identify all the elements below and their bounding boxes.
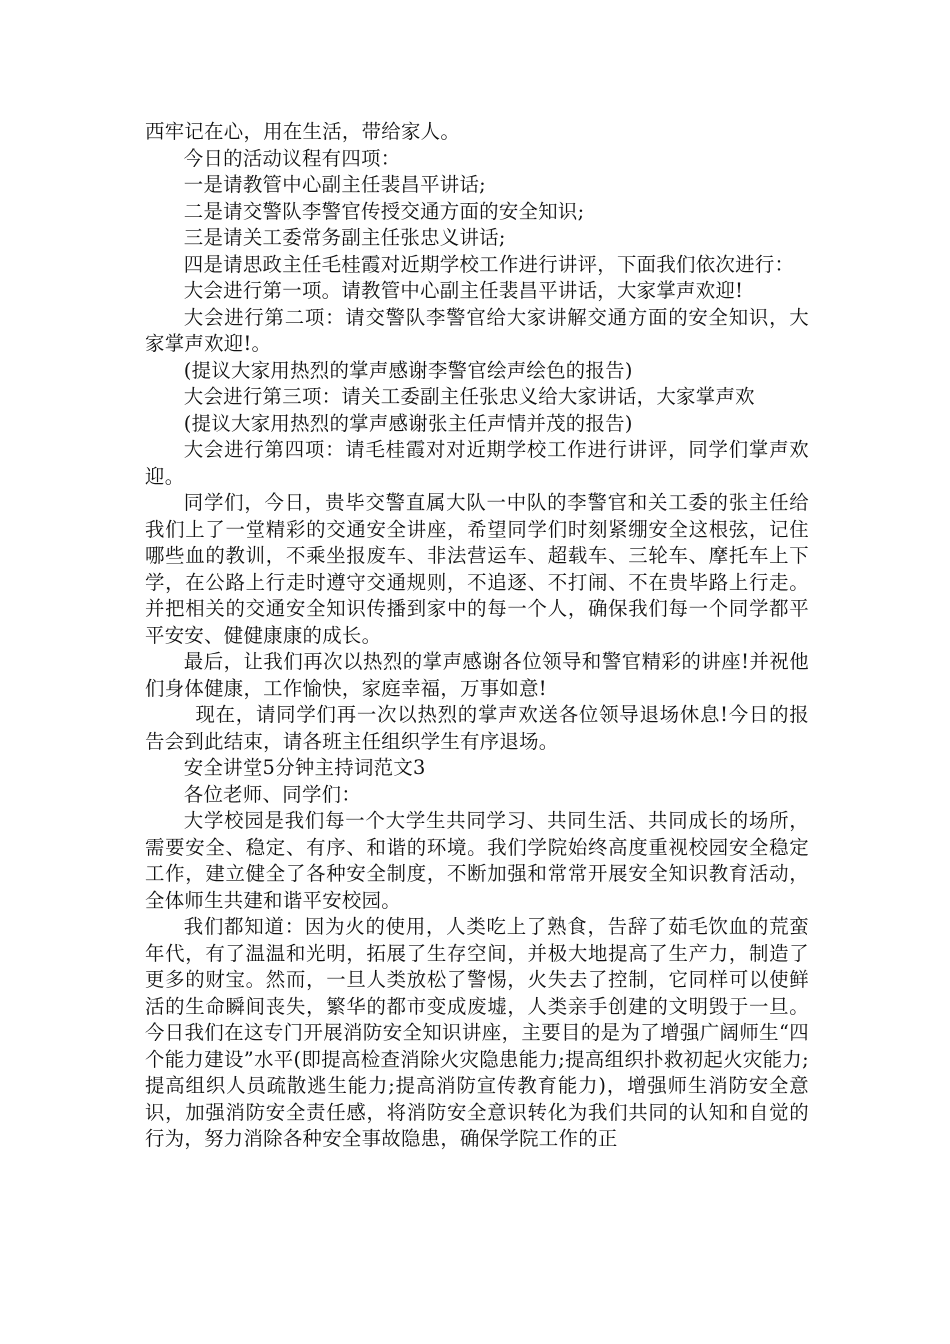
- session-item-1: 大会进行第一项。请教管中心副主任裴昌平讲话，大家掌声欢迎!: [183, 279, 744, 302]
- section-title: 安全讲堂5分钟主持词范文3: [183, 756, 426, 779]
- agenda-item-3: 三是请关工委常务副主任张忠义讲话;: [183, 226, 506, 249]
- summary-paragraph: 同学们，今日，贵毕交警直属大队一中队的李警官和关工委的张主任给我们上了一堂精彩的交通安全讲座，希望同学们时刻紧绷安全这根弦，记住哪些血的教训，不乘坐报废车、非法营运车、超载车、三轮车、摩托车上下学，在公路上行走时遵守交通规则，不追逐、不打闹、不在贵毕路上行走。并把相关的交通安全知识传播到家中的每一个人，确保我们每一个同学都平平安安、健健康康的成长。: [145, 491, 809, 647]
- applause-note-1: (提议大家用热烈的掌声感谢李警官绘声绘色的报告): [183, 358, 633, 382]
- document-page: [145, 119, 809, 1153]
- agenda-intro: 今日的活动议程有四项：: [183, 146, 401, 170]
- closing-dismissal: 现在，请同学们再一次以热烈的掌声欢送各位领导退场休息!今日的报告会到此结束，请各班主任组织学生有序退场。: [145, 703, 809, 753]
- campus-paragraph: 大学校园是我们每一个大学生共同学习、共同生活、共同成长的场所，需要安全、稳定、有序、和谐的环境。我们学院始终高度重视校园安全稳定工作，建立健全了各种安全制度，不断加强和常常开展安全知识教育活动，全体师生共建和谐平安校园。: [145, 809, 809, 912]
- salutation: 各位老师、同学们：: [183, 782, 362, 806]
- applause-note-2: (提议大家用热烈的掌声感谢张主任声情并茂的报告): [183, 411, 633, 435]
- agenda-item-4: 四是请思政主任毛桂霞对近期学校工作进行讲评，下面我们依次进行：: [183, 252, 795, 276]
- paragraph-0: 西牢记在心，用在生活，带给家人。: [145, 120, 461, 143]
- fire-safety-paragraph: 我们都知道：因为火的使用，人类吃上了熟食，告辞了茹毛饮血的荒蛮年代，有了温温和光明，拓展了生存空间，并极大地提高了生产力，制造了更多的财宝。然而，一旦人类放松了警惕，火失去了控制，它同样可以使鲜活的生命瞬间丧失，繁华的都市变成废墟，人类亲手创建的文明毁于一旦。今日我们在这专门开展消防安全知识讲座，主要目的是为了增强广阔师生“四个能力建设”水平(即提高检查消除火灾隐患能力;提高组织扑救初起火灾能力;提高组织人员疏散逃生能力;提高消防宣传教育能力)，增强师生消防安全意识，加强消防安全责任感，将消防安全意识转化为我们共同的认知和自觉的行为，努力消除各种安全事故隐患，确保学院工作的正: [145, 915, 809, 1150]
- session-item-2: 大会进行第二项：请交警队李警官给大家讲解交通方面的安全知识，大家掌声欢迎!。: [145, 305, 809, 355]
- session-item-3: 大会进行第三项：请关工委副主任张忠义给大家讲话，大家掌声欢: [183, 385, 755, 408]
- closing-thanks: 最后，让我们再次以热烈的掌声感谢各位领导和警官精彩的讲座!并祝他们身体健康，工作愉快，家庭幸福，万事如意!: [145, 650, 809, 700]
- agenda-item-1: 一是请教管中心副主任裴昌平讲话;: [183, 173, 486, 196]
- session-item-4: 大会进行第四项：请毛桂霞对对近期学校工作进行讲评，同学们掌声欢迎。: [145, 438, 809, 488]
- agenda-item-2: 二是请交警队李警官传授交通方面的安全知识;: [183, 199, 585, 223]
